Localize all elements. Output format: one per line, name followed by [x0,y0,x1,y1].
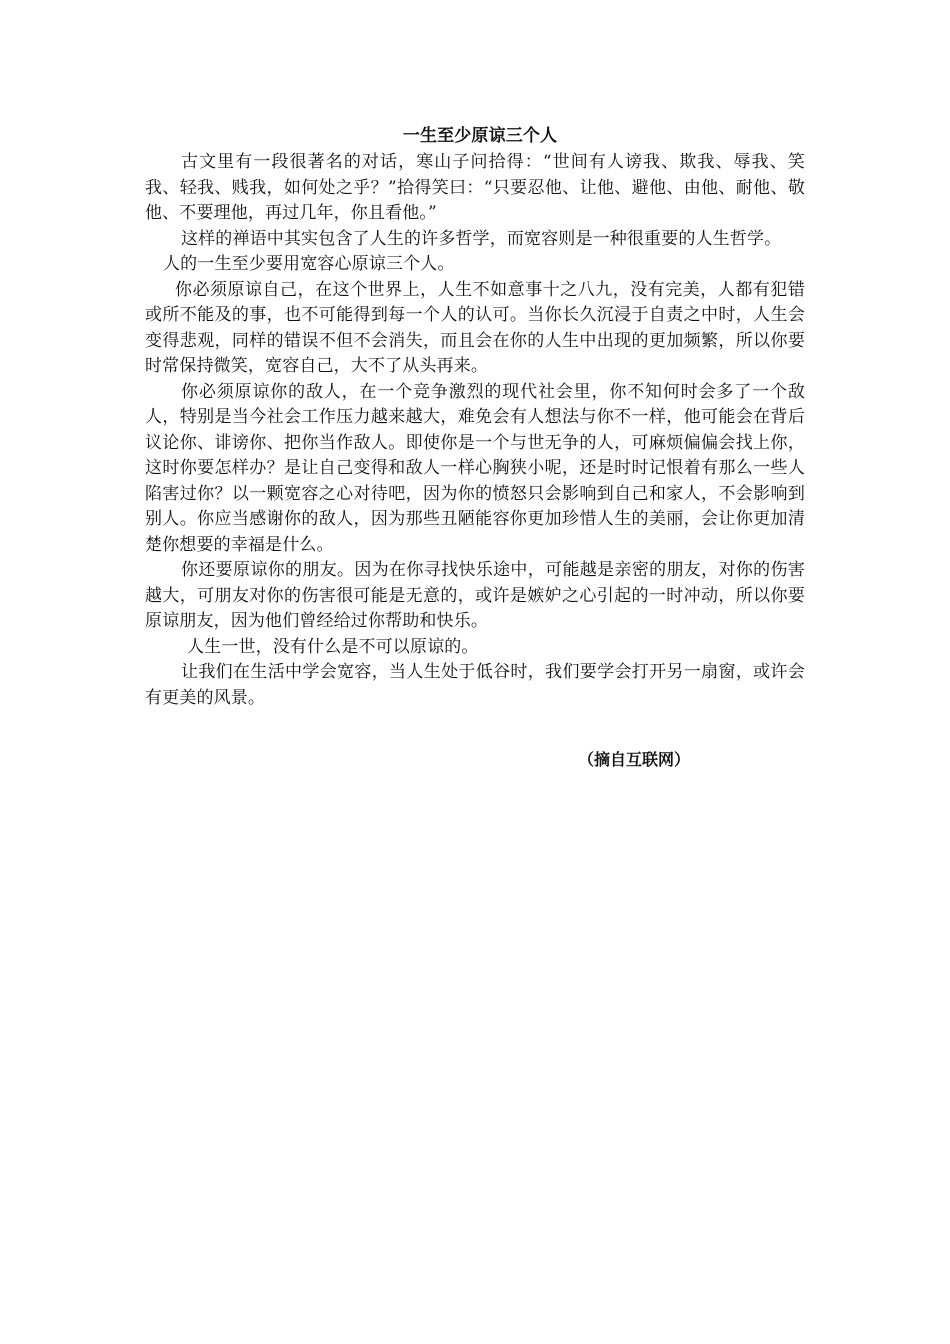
paragraph-forgive-enemy: 你必须原谅你的敌人，在一个竞争激烈的现代社会里，你不知何时会多了一个敌人，特别是当今社会工作压力越来越大，难免会有人想法与你不一样，他可能会在背后议论你、诽谤你、把你当作敌人。即使你是一个与世无争的人，可麻烦偏偏会找上你，这时你要怎样办？是让自己变得和敌人一样心胸狭小呢，还是时时记恨着有那么一些人陷害过你？以一颗宽容之心对待吧，因为你的愤怒只会影响到自己和家人，不会影响到别人。你应当感谢你的敌人，因为那些丑陋能容你更加珍惜人生的美丽，会让你更加清楚你想要的幸福是什么。 [145,381,805,555]
article-title: 一生至少原谅三个人 [402,126,558,146]
paragraph-forgive-self: 你必须原谅自己，在这个世界上，人生不如意事十之八九，没有完美，人都有犯错或所不能及的事，也不可能得到每一个人的认可。当你长久沉浸于自责之中时，人生会变得悲观，同样的错误不但不会消失，而且会在你的人生中出现的更加频繁，所以你要时常保持微笑，宽容自己，大不了从头再来。 [145,279,805,376]
paragraph-three-people: 人的一生至少要用宽容心原谅三个人。 [163,254,455,274]
paragraph-dialogue: 古文里有一段很著名的对话，寒山子问拾得：“世间有人谤我、欺我、辱我、笑我、轻我、贱我，如何处之乎？”拾得笑曰：“只要忍他、让他、避他、由他、耐他、敬他、不要理他，再过几年，你且看他。” [145,152,805,223]
paragraph-learn-tolerance: 让我们在生活中学会宽容，当人生处于低谷时，我们要学会打开另一扇窗，或许会有更美的风景。 [145,662,805,708]
paragraph-zen-philosophy: 这样的禅语中其实包含了人生的许多哲学，而宽容则是一种很重要的人生哲学。 [181,228,782,249]
source-note: （摘自互联网） [578,750,691,769]
article-body [145,122,805,711]
paragraph-nothing-unforgivable: 人生一世，没有什么是不可以原谅的。 [187,636,479,657]
paragraph-forgive-friend: 你还要原谅你的朋友。因为在你寻找快乐途中，可能越是亲密的朋友，对你的伤害越大，可朋友对你的伤害很可能是无意的，或许是嫉妒之心引起的一时冲动，所以你要原谅朋友，因为他们曾经给过你帮助和快乐。 [145,560,805,631]
